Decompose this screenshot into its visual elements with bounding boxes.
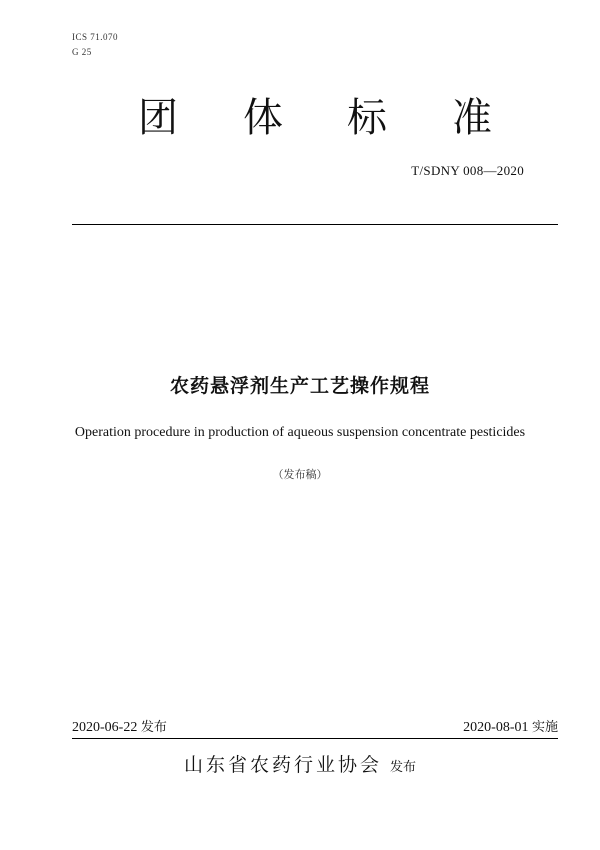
draft-status: （发布稿） — [272, 468, 328, 481]
ics-code: ICS 71.070 — [72, 32, 119, 42]
issue-label: 发布 — [140, 720, 167, 735]
standard-type-heading — [0, 92, 600, 144]
standard-type-char-4: 准 — [452, 95, 492, 141]
standard-type-char-2: 体 — [243, 95, 283, 141]
issue-date-line — [72, 716, 167, 736]
classification-codes — [72, 30, 118, 60]
issue-date: 2020-06-22 — [72, 720, 138, 735]
implementation-date-line — [463, 716, 558, 736]
implementation-date: 2020-08-01 — [463, 720, 529, 735]
publisher-name: 山东省农药行业协会 — [183, 754, 382, 776]
bottom-divider — [72, 738, 558, 739]
title-chinese: 农药悬浮剂生产工艺操作规程 — [169, 375, 430, 397]
standard-type-char-1: 团 — [138, 95, 178, 141]
ccs-code: G 25 — [72, 47, 92, 57]
standard-number: T/SDNY 008—2020 — [411, 163, 524, 178]
top-divider — [72, 224, 558, 225]
publisher-line — [0, 750, 600, 777]
title-english: Operation procedure in production of aqueous suspension concentrate pesticides — [74, 425, 526, 440]
standard-type-char-3: 标 — [347, 95, 387, 141]
implementation-label: 实施 — [531, 720, 558, 735]
publish-label: 发布 — [390, 760, 417, 775]
